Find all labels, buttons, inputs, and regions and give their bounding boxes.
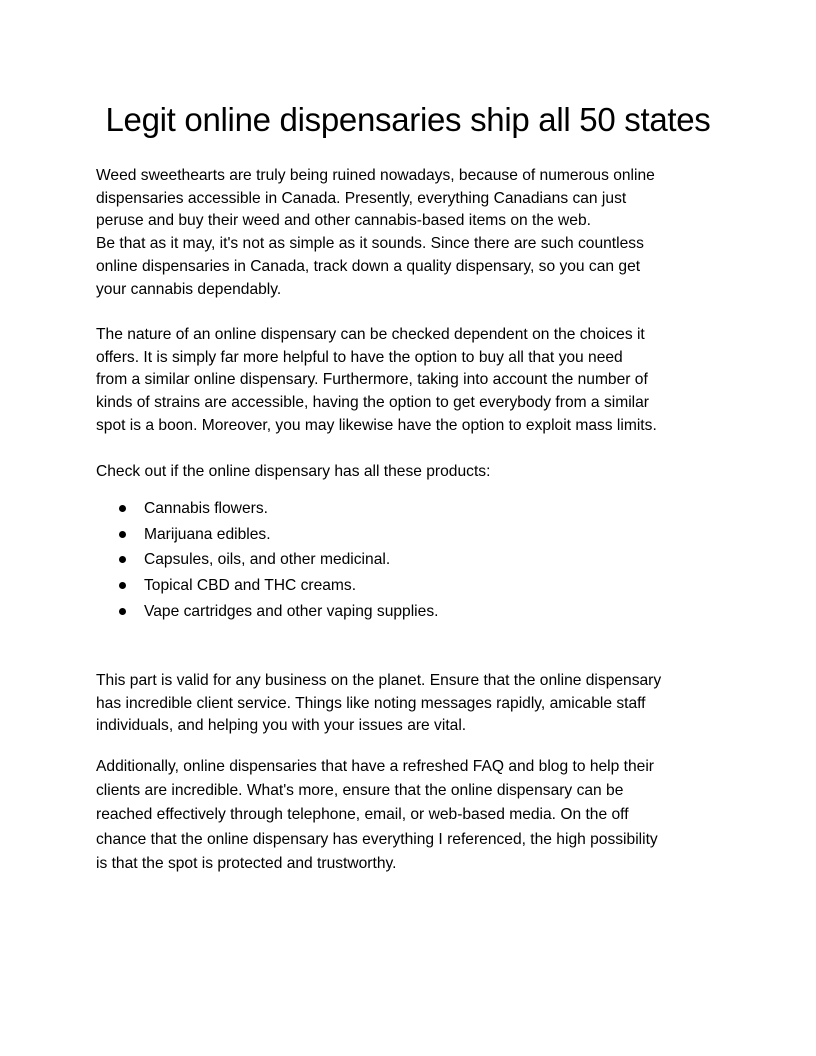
list-item xyxy=(96,547,726,573)
list-item-text: Marijuana edibles. xyxy=(144,525,271,543)
text-line: online dispensaries in Canada, track down a quality dispensary, so you can get xyxy=(96,257,641,275)
list-item xyxy=(96,599,726,625)
paragraph-products-intro: Check out if the online dispensary has all these products: xyxy=(96,463,491,480)
list-item-text: Capsules, oils, and other medicinal. xyxy=(144,551,391,569)
bullet-icon xyxy=(119,582,126,589)
text-line: has incredible client service. Things like noting messages rapidly, amicable staff xyxy=(96,694,646,712)
list-item-text: Cannabis flowers. xyxy=(144,500,268,517)
text-line: is that the spot is protected and trustworthy. xyxy=(96,854,397,872)
list-item-text: Topical CBD and THC creams. xyxy=(144,577,357,595)
text-line: spot is a boon. Moreover, you may likewise have the option to exploit mass limits. xyxy=(96,416,657,434)
list-item xyxy=(96,496,726,522)
product-list xyxy=(96,496,726,625)
paragraph-conclusion xyxy=(96,755,726,876)
text-line: The nature of an online dispensary can be checked dependent on the choices it xyxy=(96,326,645,343)
page-title: Legit online dispensaries ship all 50 states xyxy=(105,101,711,138)
text-line: your cannabis dependably. xyxy=(96,280,282,298)
bullet-icon xyxy=(119,505,126,512)
bullet-icon xyxy=(119,608,126,615)
text-line: chance that the online dispensary has everything I referenced, the high possibility xyxy=(96,830,658,848)
paragraph-intro xyxy=(96,165,726,301)
text-line: This part is valid for any business on the planet. Ensure that the online dispensary xyxy=(96,672,662,689)
text-line: from a similar online dispensary. Furthermore, taking into account the number of xyxy=(96,371,648,389)
list-item xyxy=(96,573,726,599)
text-line: kinds of strains are accessible, having the option to get everybody from a similar xyxy=(96,394,649,412)
bullet-icon xyxy=(119,531,126,538)
text-line: Additionally, online dispensaries that have a refreshed FAQ and blog to help their xyxy=(96,758,654,775)
paragraph-service xyxy=(96,670,726,738)
text-line: individuals, and helping you with your issues are vital. xyxy=(96,717,467,735)
text-line: peruse and buy their weed and other cannabis-based items on the web. xyxy=(96,212,591,230)
list-item-text: Vape cartridges and other vaping supplies. xyxy=(144,602,439,620)
paragraph-quality xyxy=(96,324,726,438)
text-line: offers. It is simply far more helpful to have the option to buy all that you need xyxy=(96,348,623,366)
text-line: Be that as it may, it's not as simple as it sounds. Since there are such countless xyxy=(96,235,644,253)
bullet-icon xyxy=(119,556,126,563)
text-line: reached effectively through telephone, email, or web-based media. On the off xyxy=(96,806,629,824)
text-line: dispensaries accessible in Canada. Presently, everything Canadians can just xyxy=(96,189,627,207)
text-line: Weed sweethearts are truly being ruined nowadays, because of numerous online xyxy=(96,167,655,184)
list-item xyxy=(96,522,726,548)
text-line: clients are incredible. What's more, ensure that the online dispensary can be xyxy=(96,782,624,800)
